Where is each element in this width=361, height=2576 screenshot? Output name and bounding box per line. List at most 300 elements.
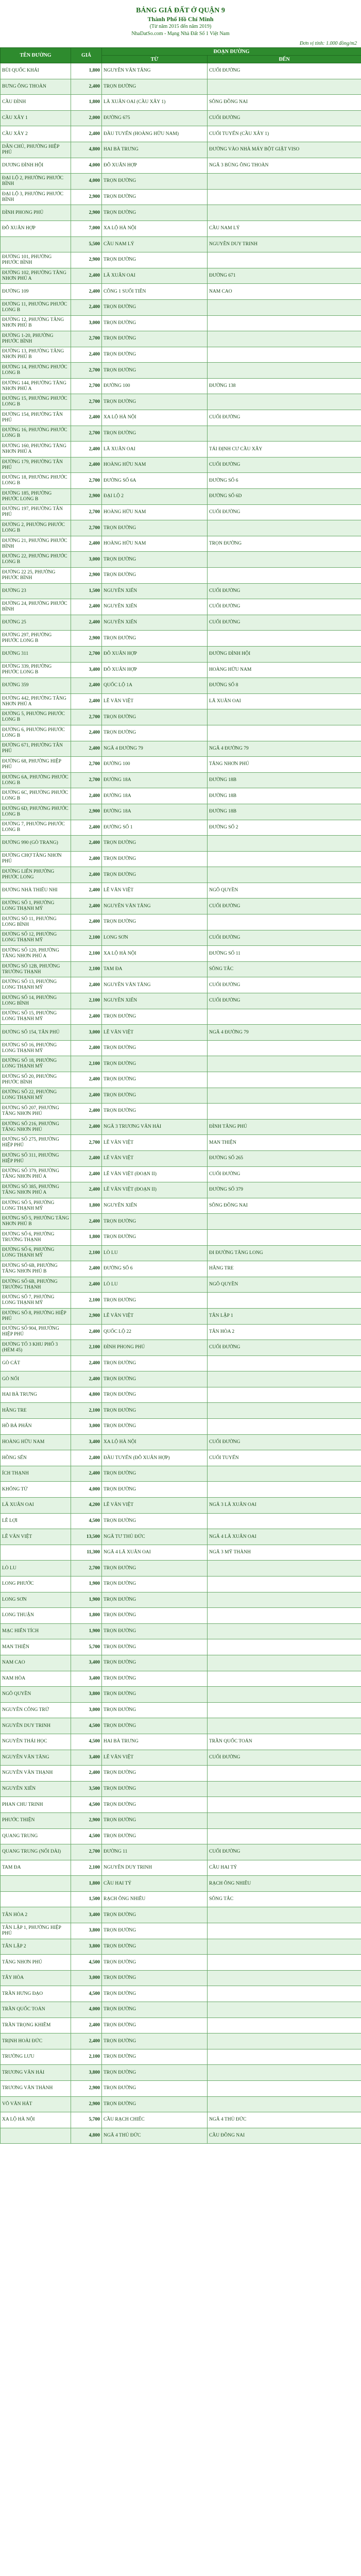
price-cell: 2,400 xyxy=(71,1009,102,1025)
from-cell: ĐƯỜNG SỐ 6 xyxy=(102,1261,208,1277)
from-cell: NGUYỄN DUY TRINH xyxy=(102,1860,208,1876)
from-cell: LÊ VĂN VIỆT xyxy=(102,1308,208,1324)
to-cell: SÔNG ĐỒNG NAI xyxy=(208,95,361,111)
street-name-cell: ĐƯỜNG 13, PHƯỜNG TĂNG NHƠN PHÚ B xyxy=(1,347,71,363)
table-row xyxy=(1,2096,361,2112)
from-cell: HOÀNG HỮU NAM xyxy=(102,536,208,552)
price-cell: 2,400 xyxy=(71,1182,102,1198)
street-name-cell: DÂN CHỦ, PHƯỜNG HIỆP PHÚ xyxy=(1,142,71,158)
to-cell: TÂN HÒA 2 xyxy=(208,1324,361,1340)
price-cell: 2,700 xyxy=(71,520,102,536)
from-cell: CÔNG 1 SUỐI TIÊN xyxy=(102,284,208,300)
table-row xyxy=(1,158,361,174)
table-row xyxy=(1,2081,361,2097)
street-name-cell: ĐƯỜNG 15, PHƯỜNG PHƯỚC LONG B xyxy=(1,394,71,410)
to-cell xyxy=(208,1955,361,1971)
from-cell: TRỌN ĐƯỜNG xyxy=(102,1040,208,1056)
table-row xyxy=(1,1513,361,1529)
to-cell: CUỐI ĐƯỜNG xyxy=(208,1750,361,1766)
from-cell: TRỌN ĐƯỜNG xyxy=(102,520,208,536)
table-row xyxy=(1,615,361,631)
street-name-cell: TRƯƠNG VĂN THÀNH xyxy=(1,2081,71,2097)
from-cell: TRỌN ĐƯỜNG xyxy=(102,1293,208,1309)
to-cell xyxy=(208,1466,361,1482)
to-cell: ĐI ĐƯỜNG TĂNG LONG xyxy=(208,1245,361,1261)
from-cell: TRỌN ĐƯỜNG xyxy=(102,1907,208,1923)
from-cell: ĐỖ XUÂN HỢP xyxy=(102,662,208,678)
from-cell: TRỌN ĐƯỜNG xyxy=(102,867,208,883)
price-cell: 2,400 xyxy=(71,1150,102,1166)
from-cell: TRỌN ĐƯỜNG xyxy=(102,1623,208,1639)
street-name-cell: MAN THIỆN xyxy=(1,1639,71,1655)
table-row xyxy=(1,2112,361,2128)
street-name-cell: ĐƯỜNG 6D, PHƯỜNG PHƯỚC LONG B xyxy=(1,804,71,820)
from-cell: TAM ĐA xyxy=(102,961,208,977)
document-title: BẢNG GIÁ ĐẤT Ở QUẬN 9 xyxy=(136,7,225,14)
to-cell xyxy=(208,1561,361,1577)
street-name-cell: ĐƯỜNG SỐ 120, PHƯỜNG TĂNG NHƠN PHÚ A xyxy=(1,946,71,962)
price-cell: 2,100 xyxy=(71,946,102,962)
street-name-cell: ĐƯỜNG SỐ 216, PHƯỜNG TĂNG NHƠN PHÚ xyxy=(1,1119,71,1135)
street-name-cell xyxy=(1,1876,71,1892)
to-cell xyxy=(208,2049,361,2065)
from-cell: TRỌN ĐƯỜNG xyxy=(102,1371,208,1387)
from-cell: ĐỖ XUÂN HỢP xyxy=(102,646,208,662)
price-cell: 2,100 xyxy=(71,930,102,946)
to-cell xyxy=(208,1639,361,1655)
from-cell: TRỌN ĐƯỜNG xyxy=(102,1482,208,1498)
price-cell: 3,400 xyxy=(71,1655,102,1671)
from-cell: CẦU HAI TÝ xyxy=(102,1876,208,1892)
from-cell: TRỌN ĐƯỜNG xyxy=(102,1718,208,1734)
price-cell: 1,900 xyxy=(71,1592,102,1608)
to-cell xyxy=(208,363,361,379)
document-subtitle: Thành Phố Hồ Chí Minh xyxy=(147,15,214,23)
table-row xyxy=(1,1955,361,1971)
table-row xyxy=(1,867,361,883)
table-row xyxy=(1,1529,361,1545)
from-cell: TRỌN ĐƯỜNG xyxy=(102,851,208,867)
from-cell: TRỌN ĐƯỜNG xyxy=(102,1387,208,1403)
table-row xyxy=(1,457,361,473)
price-cell: 2,400 xyxy=(71,2033,102,2049)
price-cell: 7,000 xyxy=(71,221,102,236)
price-cell: 3,400 xyxy=(71,1750,102,1766)
price-cell: 1,800 xyxy=(71,1876,102,1892)
table-row xyxy=(1,1781,361,1797)
price-cell: 3,400 xyxy=(71,1671,102,1687)
table-row xyxy=(1,1923,361,1939)
street-name-cell: ĐƯỜNG 160, PHƯỜNG TĂNG NHƠN PHÚ A xyxy=(1,442,71,457)
to-cell xyxy=(208,1482,361,1498)
to-cell: TRỌN ĐƯỜNG xyxy=(208,536,361,552)
to-cell xyxy=(208,2065,361,2081)
to-cell: CUỐI ĐƯỜNG xyxy=(208,993,361,1009)
to-cell: ĐÌNH TĂNG PHÚ xyxy=(208,1119,361,1135)
from-cell: TRỌN ĐƯỜNG xyxy=(102,347,208,363)
street-name-cell: ĐƯỜNG SỐ 275, PHƯỜNG HIỆP PHÚ xyxy=(1,1135,71,1151)
street-name-cell: ĐƯỜNG SỐ 13, PHƯỜNG LONG THẠNH MỸ xyxy=(1,977,71,993)
from-cell: TRỌN ĐƯỜNG xyxy=(102,1592,208,1608)
street-name-cell: ĐƯỜNG 23 xyxy=(1,583,71,599)
street-name-cell: TÂY HÒA xyxy=(1,1970,71,1986)
table-row xyxy=(1,1812,361,1828)
to-cell xyxy=(208,851,361,867)
street-name-cell: ĐƯỜNG 671, PHƯỜNG TÂN PHÚ xyxy=(1,741,71,757)
price-cell: 2,900 xyxy=(71,568,102,584)
from-cell: LÊ VĂN VIỆT xyxy=(102,1750,208,1766)
from-cell: TRỌN ĐƯỜNG xyxy=(102,1970,208,1986)
table-row xyxy=(1,1702,361,1718)
from-cell: TRỌN ĐƯỜNG xyxy=(102,1639,208,1655)
price-cell: 3,400 xyxy=(71,662,102,678)
to-cell: NGÃ 3 MỸ THÀNH xyxy=(208,1545,361,1561)
street-name-cell: TRẦN TRỌNG KHIÊM xyxy=(1,2018,71,2033)
street-name-cell: CẦU XÂY 1 xyxy=(1,110,71,126)
to-cell xyxy=(208,1907,361,1923)
from-cell: XA LỘ HÀ NỘI xyxy=(102,1434,208,1450)
to-cell xyxy=(208,1687,361,1703)
to-cell xyxy=(208,1655,361,1671)
price-cell: 1,900 xyxy=(71,1623,102,1639)
to-cell xyxy=(208,1403,361,1419)
from-cell: TRỌN ĐƯỜNG xyxy=(102,1687,208,1703)
price-cell: 4,500 xyxy=(71,1734,102,1750)
from-cell: ĐẦU TUYẾN (ĐỖ XUÂN HỢP) xyxy=(102,1450,208,1466)
table-row xyxy=(1,1891,361,1907)
from-cell: NGUYỄN VĂN TĂNG xyxy=(102,63,208,79)
to-cell xyxy=(208,2081,361,2097)
street-name-cell: ĐƯỜNG CHỢ TĂNG NHƠN PHÚ xyxy=(1,851,71,867)
to-cell xyxy=(208,1104,361,1120)
street-name-cell: ĐƯỜNG 197, PHƯỜNG TÂN PHÚ xyxy=(1,504,71,520)
street-name-cell: ĐƯỜNG SỐ 311, PHƯỜNG HIỆP PHÚ xyxy=(1,1150,71,1166)
from-cell: ĐẦU TUYẾN (HOÀNG HỮU NAM) xyxy=(102,126,208,142)
table-row xyxy=(1,504,361,520)
street-name-cell: ĐƯỜNG 101, PHƯỜNG PHƯỚC BÌNH xyxy=(1,252,71,268)
from-cell: TRỌN ĐƯỜNG xyxy=(102,394,208,410)
to-cell: CẦU ĐỒNG NAI xyxy=(208,2128,361,2144)
price-cell: 2,400 xyxy=(71,1766,102,1782)
table-row xyxy=(1,804,361,820)
price-cell: 5,700 xyxy=(71,1639,102,1655)
to-cell xyxy=(208,725,361,741)
street-name-cell: ĐƯỜNG SỐ 12B, PHƯỜNG TRƯỜNG THẠNH xyxy=(1,961,71,977)
street-name-cell: MẠC HIỂN TÍCH xyxy=(1,1623,71,1639)
to-cell xyxy=(208,1828,361,1844)
table-row xyxy=(1,110,361,126)
column-header-section: ĐOẠN ĐƯỜNG xyxy=(102,48,361,56)
price-cell: 2,900 xyxy=(71,1812,102,1828)
price-cell: 2,400 xyxy=(71,1277,102,1293)
street-name-cell: ĐƯỜNG SỐ 7, PHƯỜNG LONG THẠNH MỸ xyxy=(1,1293,71,1309)
street-name-cell: HAI BÀ TRƯNG xyxy=(1,1387,71,1403)
from-cell: TRỌN ĐƯỜNG xyxy=(102,1577,208,1592)
price-cell: 2,400 xyxy=(71,1450,102,1466)
column-header-price: GIÁ xyxy=(71,48,102,63)
street-name-cell: NGUYỄN VĂN TĂNG xyxy=(1,1750,71,1766)
table-row xyxy=(1,1734,361,1750)
street-name-cell: ĐƯỜNG SỐ 11, PHƯỜNG LONG BÌNH xyxy=(1,914,71,930)
price-table xyxy=(0,47,361,2144)
price-cell: 2,100 xyxy=(71,993,102,1009)
to-cell: CUỐI ĐƯỜNG xyxy=(208,977,361,993)
table-row xyxy=(1,410,361,426)
table-row xyxy=(1,993,361,1009)
street-name-cell: ĐƯỜNG SỐ 22, PHƯỜNG LONG THẠNH MỸ xyxy=(1,1088,71,1104)
table-row xyxy=(1,1324,361,1340)
street-name-cell: ĐƯỜNG 7, PHƯỜNG PHƯỚC LONG B xyxy=(1,820,71,836)
from-cell: NGUYỄN XIỂN xyxy=(102,583,208,599)
table-row xyxy=(1,442,361,457)
from-cell: TRỌN ĐƯỜNG xyxy=(102,1797,208,1813)
from-cell: TRỌN ĐƯỜNG xyxy=(102,1608,208,1624)
table-row xyxy=(1,1766,361,1782)
price-cell: 3,800 xyxy=(71,1923,102,1939)
price-cell: 2,400 xyxy=(71,741,102,757)
to-cell xyxy=(208,1766,361,1782)
from-cell: LÊ VĂN VIỆT xyxy=(102,883,208,899)
from-cell: TRỌN ĐƯỜNG xyxy=(102,189,208,205)
table-row xyxy=(1,2002,361,2018)
street-name-cell: TÂN HÒA 2 xyxy=(1,1907,71,1923)
to-cell: CUỐI ĐƯỜNG xyxy=(208,1340,361,1356)
from-cell: TRỌN ĐƯỜNG xyxy=(102,1355,208,1371)
to-cell xyxy=(208,1040,361,1056)
from-cell: LÃ XUÂN OAI (CẦU XÂY 1) xyxy=(102,95,208,111)
from-cell: NGUYỄN XIỂN xyxy=(102,599,208,615)
street-name-cell: ĐƯỜNG 6, PHƯỜNG PHƯỚC LONG B xyxy=(1,725,71,741)
table-row xyxy=(1,725,361,741)
to-cell xyxy=(208,426,361,442)
from-cell: NGUYỄN XIỂN xyxy=(102,993,208,1009)
price-cell: 2,400 xyxy=(71,820,102,836)
from-cell: TRỌN ĐƯỜNG xyxy=(102,426,208,442)
from-cell: TRỌN ĐƯỜNG xyxy=(102,2002,208,2018)
to-cell: CUỐI ĐƯỜNG xyxy=(208,410,361,426)
to-cell: CUỐI TUYẾN xyxy=(208,1450,361,1466)
from-cell: TRỌN ĐƯỜNG xyxy=(102,2049,208,2065)
from-cell: TRỌN ĐƯỜNG xyxy=(102,1828,208,1844)
street-name-cell: TĂNG NHƠN PHÚ xyxy=(1,1955,71,1971)
from-cell: LÊ VĂN VIỆT xyxy=(102,1135,208,1151)
table-row xyxy=(1,1088,361,1104)
from-cell: TRỌN ĐƯỜNG xyxy=(102,299,208,315)
price-cell: 3,000 xyxy=(71,1970,102,1986)
to-cell xyxy=(208,1371,361,1387)
table-row xyxy=(1,126,361,142)
price-cell: 4,000 xyxy=(71,2002,102,2018)
table-row xyxy=(1,1308,361,1324)
street-name-cell: ĐƯỜNG 179, PHƯỜNG TÂN PHÚ xyxy=(1,457,71,473)
street-name-cell: ĐẠI LỘ 2, PHƯỜNG PHƯỚC BÌNH xyxy=(1,174,71,190)
table-row xyxy=(1,1498,361,1514)
to-cell xyxy=(208,1072,361,1088)
price-cell: 2,900 xyxy=(71,189,102,205)
price-cell: 2,100 xyxy=(71,1056,102,1072)
to-cell xyxy=(208,520,361,536)
street-name-cell: GÒ CÁT xyxy=(1,1355,71,1371)
from-cell: TRỌN ĐƯỜNG xyxy=(102,2018,208,2033)
table-row xyxy=(1,1166,361,1182)
from-cell: TRỌN ĐƯỜNG xyxy=(102,1466,208,1482)
price-cell: 2,400 xyxy=(71,126,102,142)
to-cell: CẦU HAI TÝ xyxy=(208,1860,361,1876)
price-cell: 4,800 xyxy=(71,2128,102,2144)
document-period: (Từ năm 2015 đến năm 2019) xyxy=(149,24,212,29)
to-cell: TRẦN QUỐC TOẢN xyxy=(208,1734,361,1750)
street-name-cell: ĐƯỜNG 16, PHƯỜNG PHƯỚC LONG B xyxy=(1,426,71,442)
price-cell: 2,900 xyxy=(71,252,102,268)
price-cell: 2,100 xyxy=(71,1293,102,1309)
table-body xyxy=(1,63,361,2144)
from-cell: ĐƯỜNG 18A xyxy=(102,772,208,788)
price-cell: 4,800 xyxy=(71,1387,102,1403)
column-header-to: ĐẾN xyxy=(208,56,361,63)
table-row xyxy=(1,1592,361,1608)
price-cell: 2,400 xyxy=(71,1072,102,1088)
table-row xyxy=(1,1939,361,1955)
price-cell: 2,400 xyxy=(71,851,102,867)
from-cell: TRỌN ĐƯỜNG xyxy=(102,1104,208,1120)
to-cell: TÂN LẬP 1 xyxy=(208,1308,361,1324)
price-cell: 4,500 xyxy=(71,1955,102,1971)
to-cell: ĐƯỜNG 138 xyxy=(208,378,361,394)
street-name-cell: ĐƯỜNG 442, PHƯỜNG TĂNG NHƠN PHÚ A xyxy=(1,693,71,709)
table-row xyxy=(1,2033,361,2049)
street-name-cell: GÒ NỔI xyxy=(1,1371,71,1387)
street-name-cell: NGUYỄN XIỂN xyxy=(1,1781,71,1797)
price-cell: 2,100 xyxy=(71,961,102,977)
table-row xyxy=(1,426,361,442)
table-row xyxy=(1,788,361,804)
table-row xyxy=(1,772,361,788)
street-name-cell: ĐƯỜNG 154, PHƯỜNG TÂN PHÚ xyxy=(1,410,71,426)
price-cell: 2,700 xyxy=(71,378,102,394)
table-row xyxy=(1,1545,361,1561)
table-header xyxy=(1,48,361,63)
table-row xyxy=(1,1135,361,1151)
from-cell: TRỌN ĐƯỜNG xyxy=(102,363,208,379)
from-cell: ĐƯỜNG SỐ 6A xyxy=(102,473,208,489)
from-cell: TRỌN ĐƯỜNG xyxy=(102,1009,208,1025)
to-cell: ĐƯỜNG 18B xyxy=(208,772,361,788)
to-cell: NGÃ 4 LÃ XUÂN OAI xyxy=(208,1529,361,1545)
price-cell: 4,500 xyxy=(71,1718,102,1734)
to-cell xyxy=(208,867,361,883)
table-row xyxy=(1,363,361,379)
price-cell: 4,000 xyxy=(71,158,102,174)
to-cell: CUỐI ĐƯỜNG xyxy=(208,1166,361,1182)
table-row xyxy=(1,2128,361,2144)
table-row xyxy=(1,473,361,489)
price-cell: 2,400 xyxy=(71,1466,102,1482)
street-name-cell: NGUYỄN CÔNG TRỨ xyxy=(1,1702,71,1718)
from-cell: LÊ VĂN VIỆT (ĐOẠN II) xyxy=(102,1182,208,1198)
to-cell xyxy=(208,1056,361,1072)
table-row xyxy=(1,930,361,946)
street-name-cell: ĐÌNH PHONG PHÚ xyxy=(1,205,71,221)
price-cell: 2,400 xyxy=(71,442,102,457)
table-row xyxy=(1,1293,361,1309)
to-cell: CUỐI ĐƯỜNG xyxy=(208,110,361,126)
to-cell: CUỐI ĐƯỜNG xyxy=(208,599,361,615)
from-cell: TRỌN ĐƯỜNG xyxy=(102,1214,208,1230)
from-cell: TRỌN ĐƯỜNG xyxy=(102,331,208,347)
street-name-cell: ĐƯỜNG SỐ 6, PHƯỜNG TRƯỜNG THẠNH xyxy=(1,1229,71,1245)
from-cell: RẠCH ÔNG NHIÊU xyxy=(102,1891,208,1907)
price-cell: 3,800 xyxy=(71,1939,102,1955)
unit-note: Đơn vị tính: 1.000 đồng/m2 xyxy=(299,41,357,46)
to-cell xyxy=(208,568,361,584)
from-cell: ĐƯỜNG SỐ 1 xyxy=(102,820,208,836)
table-row xyxy=(1,1797,361,1813)
street-name-cell: ĐƯỜNG 14, PHƯỜNG PHƯỚC LONG B xyxy=(1,363,71,379)
from-cell: TRỌN ĐƯỜNG xyxy=(102,205,208,221)
street-name-cell: VÕ VĂN HÁT xyxy=(1,2096,71,2112)
street-name-cell: ĐƯỜNG 18, PHƯỜNG PHƯỚC LONG B xyxy=(1,473,71,489)
street-name-cell: LONG THUẬN xyxy=(1,1608,71,1624)
street-name-cell: ĐƯỜNG 2, PHƯỜNG PHƯỚC LONG B xyxy=(1,520,71,536)
price-cell: 2,400 xyxy=(71,457,102,473)
table-row xyxy=(1,1009,361,1025)
from-cell: TRỌN ĐƯỜNG xyxy=(102,1671,208,1687)
to-cell: NGÔ QUYỀN xyxy=(208,1277,361,1293)
table-row xyxy=(1,1687,361,1703)
table-row xyxy=(1,205,361,221)
table-row xyxy=(1,536,361,552)
to-cell xyxy=(208,1623,361,1639)
from-cell: TRỌN ĐƯỜNG xyxy=(102,709,208,725)
price-cell: 2,400 xyxy=(71,284,102,300)
street-name-cell: CẦU ĐÌNH xyxy=(1,95,71,111)
table-row xyxy=(1,757,361,773)
street-name-cell: LÊ VĂN VIỆT xyxy=(1,1529,71,1545)
from-cell: ĐƯỜNG 11 xyxy=(102,1844,208,1860)
table-row xyxy=(1,1182,361,1198)
table-row xyxy=(1,1718,361,1734)
price-cell: 3,400 xyxy=(71,1907,102,1923)
street-name-cell: DƯƠNG ĐÌNH HỘI xyxy=(1,158,71,174)
street-name-cell: TÂN LẬP 1, PHƯỜNG HIỆP PHÚ xyxy=(1,1923,71,1939)
from-cell: LONG SƠN xyxy=(102,930,208,946)
price-cell: 1,500 xyxy=(71,583,102,599)
to-cell xyxy=(208,252,361,268)
table-row xyxy=(1,142,361,158)
to-cell xyxy=(208,1088,361,1104)
to-cell: CUỐI ĐƯỜNG xyxy=(208,63,361,79)
price-cell: 2,400 xyxy=(71,1088,102,1104)
column-header-from: TỪ xyxy=(102,56,208,63)
from-cell: TRỌN ĐƯỜNG xyxy=(102,1655,208,1671)
to-cell: HOÀNG HỮU NAM xyxy=(208,662,361,678)
from-cell: ĐƯỜNG 100 xyxy=(102,378,208,394)
table-row xyxy=(1,1561,361,1577)
table-row xyxy=(1,883,361,899)
from-cell: ĐƯỜNG 100 xyxy=(102,757,208,773)
to-cell: LÃ XUÂN OAI xyxy=(208,693,361,709)
table-row xyxy=(1,1277,361,1293)
price-cell: 2,400 xyxy=(71,2018,102,2033)
from-cell: HAI BÀ TRƯNG xyxy=(102,1734,208,1750)
price-cell: 2,400 xyxy=(71,693,102,709)
table-row xyxy=(1,1907,361,1923)
table-row xyxy=(1,583,361,599)
table-row xyxy=(1,568,361,584)
from-cell: LÊ VĂN VIỆT (ĐOẠN II) xyxy=(102,1166,208,1182)
street-name-cell: ĐƯỜNG 297, PHƯỜNG PHƯỚC LONG B xyxy=(1,631,71,647)
from-cell: TRỌN ĐƯỜNG xyxy=(102,1229,208,1245)
